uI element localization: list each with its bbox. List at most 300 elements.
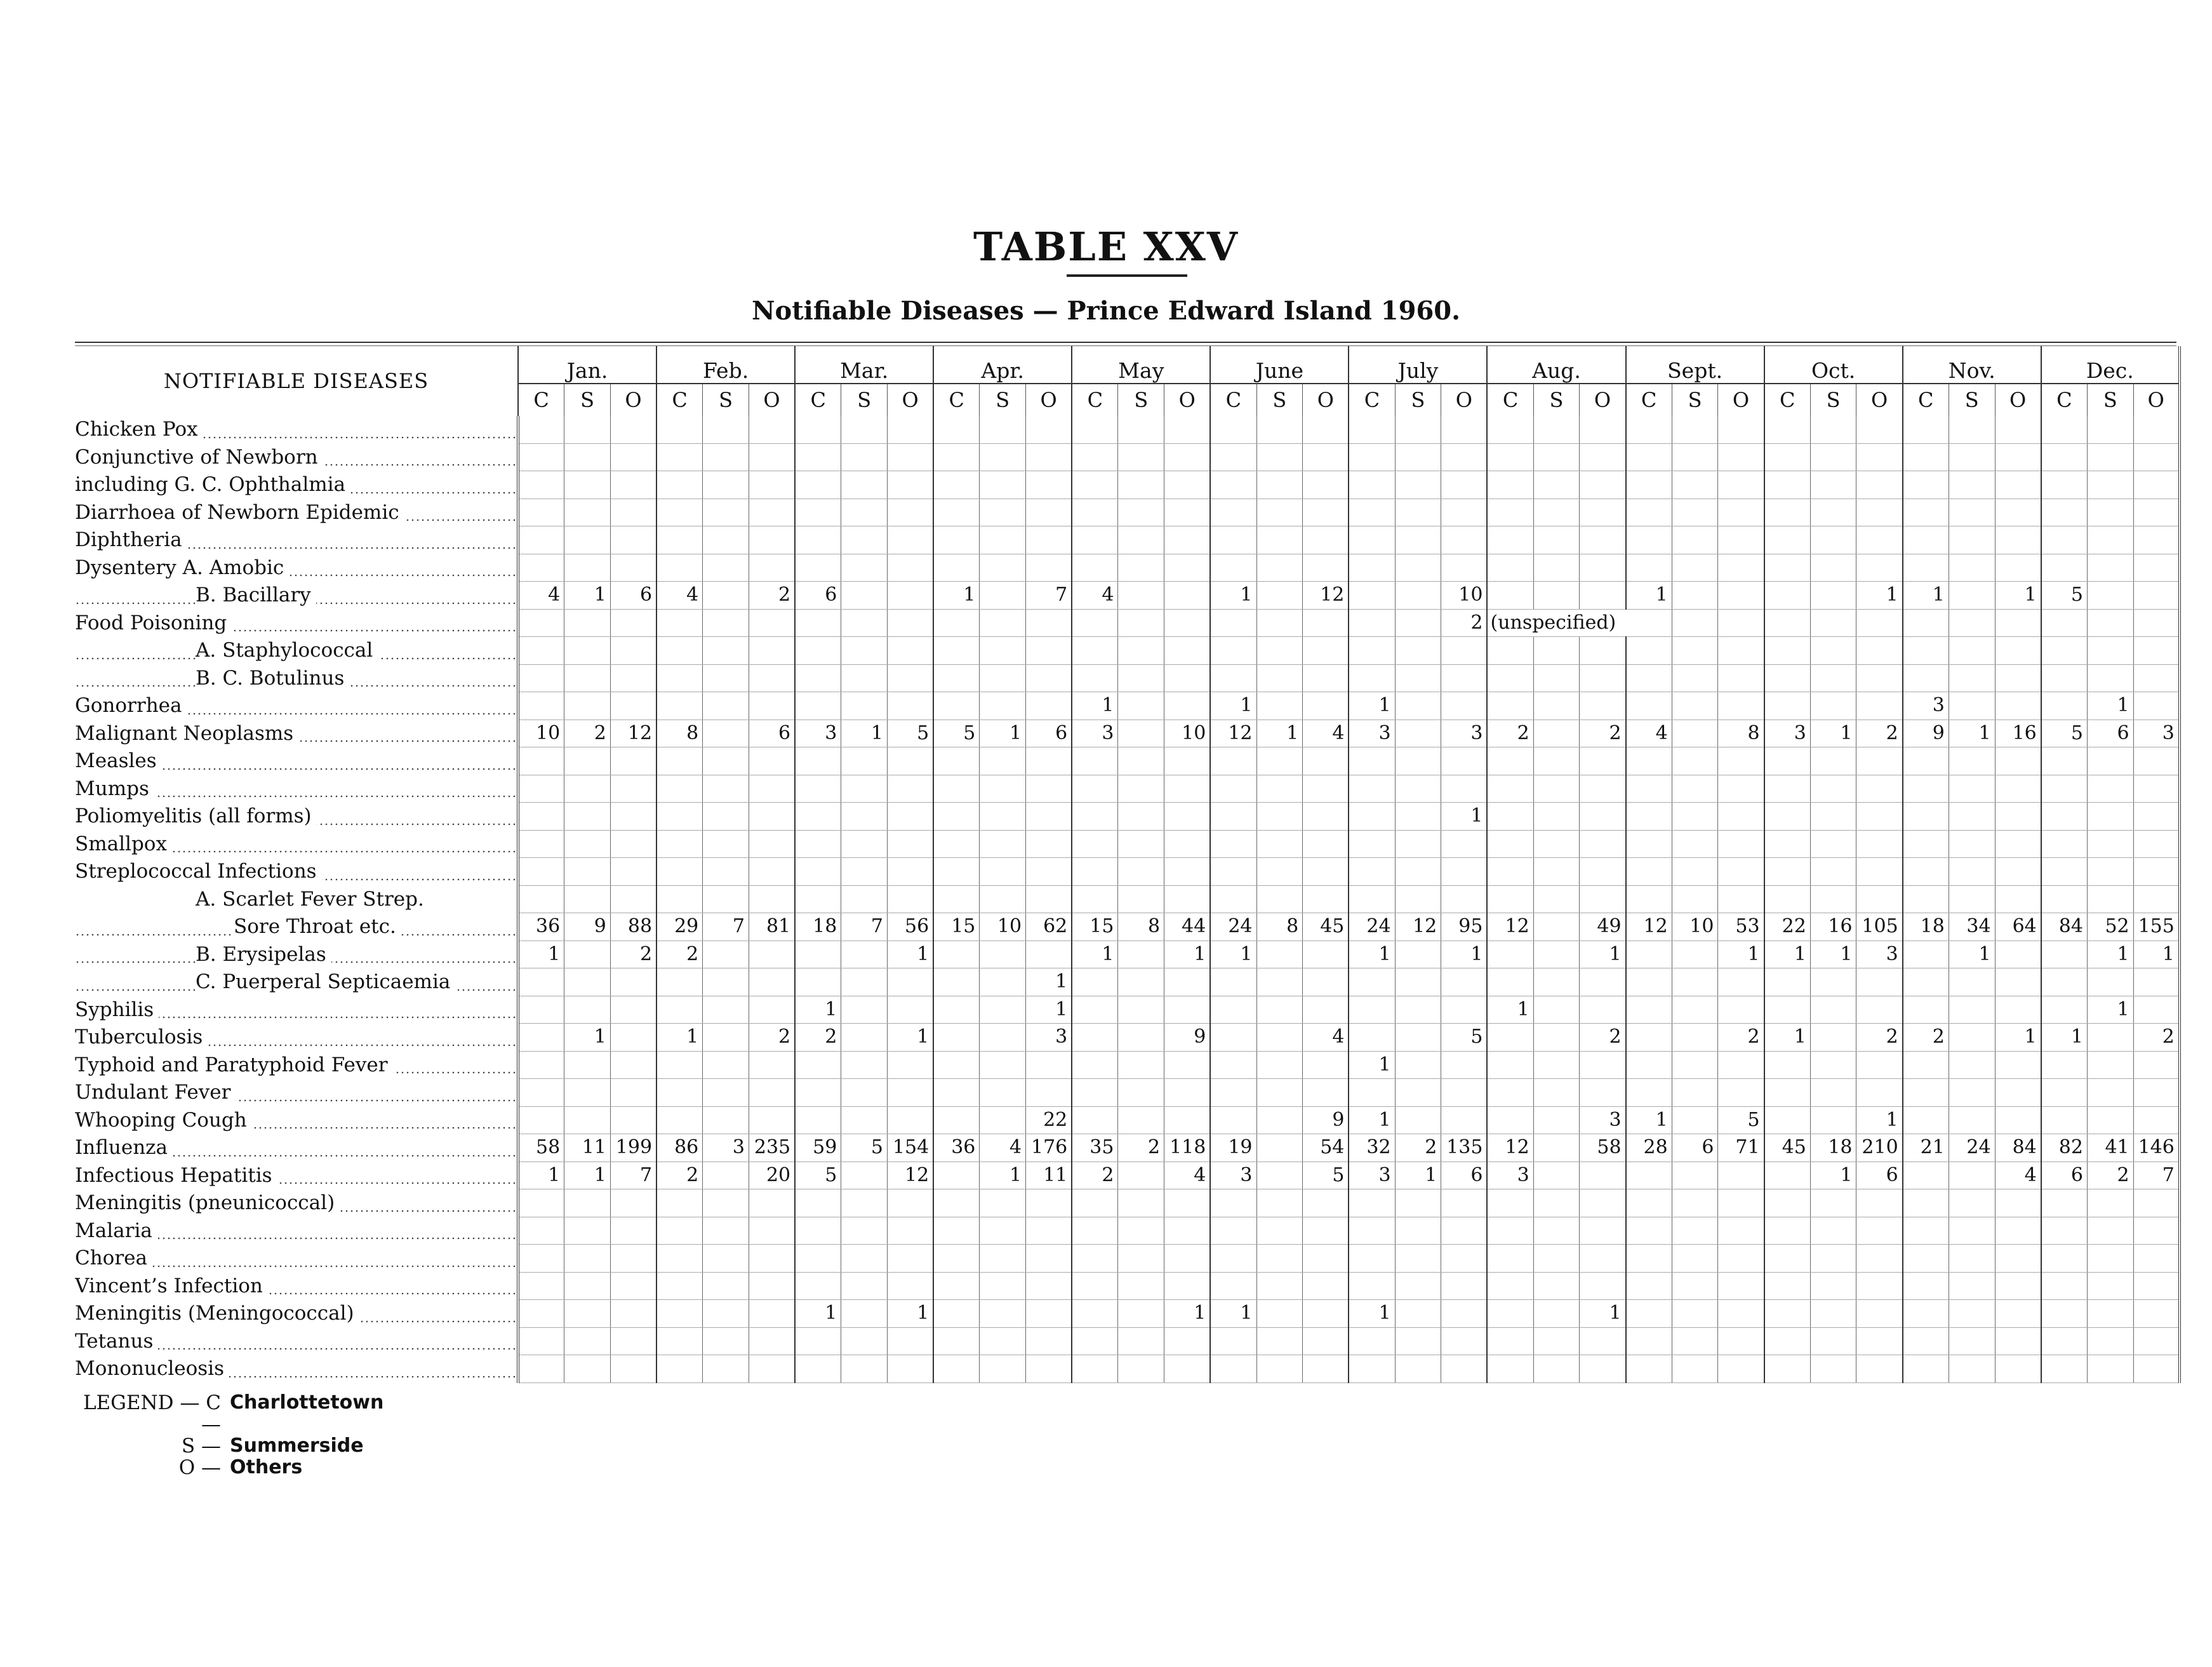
count-cell — [1995, 747, 2041, 775]
disease-label: C. Puerperal Septicaemia — [196, 970, 455, 993]
count-cell — [1487, 637, 1533, 665]
count-cell — [795, 830, 841, 858]
disease-label: Dysentery A. Amobic — [75, 556, 289, 579]
table-row — [75, 1272, 2180, 1300]
count-cell — [564, 858, 611, 886]
count-cell — [795, 1106, 841, 1134]
count-cell — [1395, 582, 1441, 610]
count-cell — [1718, 1079, 1764, 1107]
count-cell — [518, 1245, 564, 1273]
count-cell: 34 — [1949, 913, 1995, 941]
count-cell — [1072, 1245, 1118, 1273]
count-cell — [2041, 1217, 2088, 1245]
count-cell — [1672, 996, 1718, 1024]
count-cell: 18 — [1903, 913, 1949, 941]
count-cell — [1764, 1051, 1811, 1079]
count-cell — [1580, 885, 1626, 913]
disease-label-cell — [75, 941, 518, 968]
count-cell: 1 — [841, 720, 888, 747]
count-cell: 5 — [1718, 1106, 1764, 1134]
count-cell — [1118, 1162, 1164, 1189]
count-cell: 3 — [795, 720, 841, 747]
count-cell — [1256, 1134, 1303, 1162]
count-cell — [1072, 858, 1118, 886]
count-cell — [2041, 1051, 2088, 1079]
count-cell — [656, 1300, 703, 1328]
count-cell — [1672, 1189, 1718, 1217]
count-cell — [1118, 1355, 1164, 1383]
disease-label-cell — [75, 471, 518, 499]
count-cell — [1626, 968, 1672, 996]
count-cell — [1395, 996, 1441, 1024]
disease-label-cell — [75, 664, 518, 692]
disease-label: B. Bacillary — [196, 584, 316, 606]
count-cell — [1303, 664, 1349, 692]
count-cell: 1 — [888, 1300, 934, 1328]
count-cell — [1487, 526, 1533, 554]
legend — [75, 1392, 383, 1478]
count-cell — [1441, 885, 1488, 913]
count-cell — [1856, 499, 1903, 526]
sub-header: S — [1395, 384, 1441, 416]
count-cell — [980, 996, 1026, 1024]
table-row — [75, 1162, 2180, 1189]
count-cell — [841, 471, 888, 499]
count-cell — [980, 858, 1026, 886]
count-cell: 1 — [1210, 582, 1256, 610]
count-cell — [749, 637, 795, 665]
count-cell — [749, 1272, 795, 1300]
count-cell — [1580, 582, 1626, 610]
count-cell — [1672, 1327, 1718, 1355]
count-cell — [1533, 1300, 1580, 1328]
count-cell — [841, 747, 888, 775]
count-cell — [1256, 554, 1303, 582]
count-cell: 2 — [749, 1024, 795, 1052]
count-cell — [1487, 554, 1533, 582]
count-cell — [888, 1189, 934, 1217]
sub-header: O — [1995, 384, 2041, 416]
count-cell — [1303, 803, 1349, 831]
count-cell — [1949, 1106, 1995, 1134]
count-cell — [933, 1189, 980, 1217]
count-cell — [1072, 996, 1118, 1024]
count-cell — [656, 1355, 703, 1383]
count-cell — [1349, 471, 1395, 499]
count-cell — [2087, 1189, 2133, 1217]
legend-key-wrap: S — — [181, 1435, 221, 1457]
count-cell — [1164, 1051, 1211, 1079]
count-cell — [1949, 692, 1995, 720]
count-cell — [1626, 1217, 1672, 1245]
count-cell — [1764, 1272, 1811, 1300]
count-cell — [1626, 637, 1672, 665]
count-cell — [1118, 582, 1164, 610]
count-cell — [1256, 1245, 1303, 1273]
count-cell — [703, 443, 749, 471]
count-cell — [1764, 582, 1811, 610]
count-cell — [933, 1024, 980, 1052]
count-cell — [1949, 664, 1995, 692]
count-cell — [1718, 416, 1764, 443]
count-cell — [1118, 443, 1164, 471]
count-cell — [1210, 803, 1256, 831]
count-cell — [564, 968, 611, 996]
count-cell — [2087, 775, 2133, 803]
count-cell — [749, 664, 795, 692]
count-cell: 10 — [518, 720, 564, 747]
count-cell — [980, 1189, 1026, 1217]
count-cell — [1256, 775, 1303, 803]
disease-label: B. Erysipelas — [196, 943, 331, 966]
count-cell — [2041, 609, 2088, 637]
count-cell — [2041, 1245, 2088, 1273]
count-cell — [1995, 499, 2041, 526]
count-cell — [1164, 1327, 1211, 1355]
count-cell — [888, 1272, 934, 1300]
count-cell: 2 — [1856, 1024, 1903, 1052]
count-cell — [1256, 526, 1303, 554]
count-cell — [2041, 996, 2088, 1024]
sub-header: C — [1903, 384, 1949, 416]
count-cell: 6 — [795, 582, 841, 610]
count-cell — [1026, 1079, 1072, 1107]
count-cell — [1349, 1079, 1395, 1107]
count-cell — [749, 747, 795, 775]
count-cell — [1533, 1189, 1580, 1217]
count-cell — [888, 554, 934, 582]
count-cell: 6 — [1672, 1134, 1718, 1162]
disease-label: Infectious Hepatitis — [75, 1164, 277, 1187]
count-cell — [933, 996, 980, 1024]
count-cell: 11 — [564, 1134, 611, 1162]
disease-label-cell — [75, 858, 518, 886]
count-cell — [1349, 554, 1395, 582]
count-cell — [1810, 1189, 1856, 1217]
count-cell — [1626, 1079, 1672, 1107]
count-cell — [1072, 416, 1118, 443]
count-cell: 5 — [2041, 582, 2088, 610]
month-header: Oct. — [1764, 346, 1903, 384]
count-cell — [1118, 1272, 1164, 1300]
count-cell — [1441, 1051, 1488, 1079]
count-cell: 3 — [1026, 1024, 1072, 1052]
disease-label: A. Scarlet Fever Strep. — [196, 888, 429, 911]
count-cell — [1303, 443, 1349, 471]
count-cell: 1 — [1349, 692, 1395, 720]
count-cell — [2041, 416, 2088, 443]
count-cell — [795, 1245, 841, 1273]
disease-label: Tetanus — [75, 1330, 158, 1353]
count-cell — [610, 858, 656, 886]
count-cell — [2041, 664, 2088, 692]
count-cell — [1164, 968, 1211, 996]
count-cell — [1903, 1051, 1949, 1079]
disease-label-cell — [75, 637, 518, 665]
count-cell — [841, 803, 888, 831]
count-cell — [703, 996, 749, 1024]
count-cell — [1856, 1079, 1903, 1107]
count-cell — [841, 1217, 888, 1245]
table-row — [75, 499, 2180, 526]
count-cell — [2087, 554, 2133, 582]
count-cell: 2 — [564, 720, 611, 747]
sub-header: C — [2041, 384, 2088, 416]
count-cell — [980, 1272, 1026, 1300]
count-cell: 1 — [1580, 1300, 1626, 1328]
count-cell — [656, 885, 703, 913]
count-cell — [1533, 775, 1580, 803]
count-cell — [841, 692, 888, 720]
count-cell: 58 — [518, 1134, 564, 1162]
count-cell — [518, 1051, 564, 1079]
count-cell — [980, 1079, 1026, 1107]
legend-row — [75, 1392, 383, 1435]
count-cell — [980, 1024, 1026, 1052]
count-cell — [1026, 803, 1072, 831]
count-cell: 1 — [888, 1024, 934, 1052]
count-cell — [518, 1079, 564, 1107]
count-cell: 10 — [1441, 582, 1488, 610]
count-cell — [1995, 1217, 2041, 1245]
count-cell — [1810, 471, 1856, 499]
count-cell — [1395, 692, 1441, 720]
count-cell — [2041, 1079, 2088, 1107]
count-cell — [1995, 637, 2041, 665]
count-cell — [1072, 1300, 1118, 1328]
count-cell — [1349, 1189, 1395, 1217]
count-cell — [1533, 664, 1580, 692]
count-cell — [1580, 1245, 1626, 1273]
count-cell — [1164, 471, 1211, 499]
count-cell — [656, 803, 703, 831]
count-cell — [1995, 692, 2041, 720]
count-cell — [1164, 582, 1211, 610]
sub-header: O — [749, 384, 795, 416]
legend-key: C — [206, 1391, 221, 1414]
count-cell — [1718, 471, 1764, 499]
count-cell — [1626, 941, 1672, 968]
count-cell — [1856, 1217, 1903, 1245]
count-cell: 1 — [564, 1162, 611, 1189]
table-row — [75, 1355, 2180, 1383]
count-cell — [1580, 1189, 1626, 1217]
count-cell — [1764, 747, 1811, 775]
count-cell — [795, 637, 841, 665]
count-cell — [1441, 416, 1488, 443]
page-title: TABLE XXV — [973, 224, 1239, 270]
table-row — [75, 803, 2180, 831]
count-cell — [1164, 747, 1211, 775]
count-cell — [1810, 526, 1856, 554]
count-cell: 1 — [564, 1024, 611, 1052]
count-cell — [1718, 858, 1764, 886]
count-cell — [1580, 1272, 1626, 1300]
count-cell — [1949, 499, 1995, 526]
count-cell — [1903, 1300, 1949, 1328]
count-cell — [1626, 416, 1672, 443]
count-cell — [749, 1245, 795, 1273]
count-cell — [933, 443, 980, 471]
count-cell — [1949, 1189, 1995, 1217]
count-cell — [841, 416, 888, 443]
count-cell — [703, 526, 749, 554]
count-cell: 52 — [2087, 913, 2133, 941]
count-cell: 22 — [1764, 913, 1811, 941]
count-cell — [1995, 858, 2041, 886]
count-cell — [610, 1355, 656, 1383]
count-cell — [1118, 1300, 1164, 1328]
count-cell — [2041, 1355, 2088, 1383]
count-cell — [1626, 526, 1672, 554]
count-cell — [841, 1162, 888, 1189]
count-cell — [795, 443, 841, 471]
count-cell — [610, 1217, 656, 1245]
count-cell — [1210, 1024, 1256, 1052]
count-cell — [1764, 858, 1811, 886]
count-cell — [1118, 941, 1164, 968]
count-cell — [1903, 803, 1949, 831]
count-cell: 24 — [1210, 913, 1256, 941]
count-cell — [1533, 803, 1580, 831]
count-cell — [1903, 996, 1949, 1024]
count-cell — [1580, 1327, 1626, 1355]
count-cell — [749, 1189, 795, 1217]
count-cell — [564, 1217, 611, 1245]
count-cell — [749, 692, 795, 720]
count-cell — [980, 582, 1026, 610]
count-cell — [1303, 526, 1349, 554]
count-cell — [980, 1355, 1026, 1383]
count-cell — [518, 471, 564, 499]
count-cell — [1210, 1217, 1256, 1245]
count-cell — [1256, 1079, 1303, 1107]
count-cell — [1118, 720, 1164, 747]
count-cell — [2133, 1051, 2180, 1079]
count-cell — [1856, 637, 1903, 665]
sub-header: O — [2133, 384, 2180, 416]
count-cell: 1 — [1026, 968, 1072, 996]
count-cell — [656, 526, 703, 554]
count-cell — [888, 1106, 934, 1134]
count-cell — [703, 720, 749, 747]
count-cell — [1903, 885, 1949, 913]
count-cell — [518, 775, 564, 803]
count-cell — [2041, 443, 2088, 471]
sub-header: C — [933, 384, 980, 416]
count-cell — [1672, 554, 1718, 582]
count-cell — [1256, 637, 1303, 665]
count-cell — [1395, 664, 1441, 692]
count-cell: 7 — [703, 913, 749, 941]
count-cell — [2087, 885, 2133, 913]
count-cell — [518, 1355, 564, 1383]
count-cell — [1949, 1355, 1995, 1383]
count-cell — [1210, 416, 1256, 443]
count-cell — [1949, 1245, 1995, 1273]
count-cell — [2087, 637, 2133, 665]
count-cell — [1533, 913, 1580, 941]
count-cell: 9 — [564, 913, 611, 941]
count-cell — [1395, 609, 1441, 637]
count-cell — [1487, 1327, 1533, 1355]
count-cell — [2133, 1355, 2180, 1383]
count-cell — [1210, 471, 1256, 499]
count-cell: 12 — [1210, 720, 1256, 747]
count-cell — [2087, 803, 2133, 831]
count-cell — [1949, 830, 1995, 858]
count-cell — [2087, 664, 2133, 692]
count-cell — [703, 1106, 749, 1134]
count-cell — [610, 885, 656, 913]
count-cell — [1303, 858, 1349, 886]
count-cell — [1718, 1189, 1764, 1217]
count-cell — [1949, 582, 1995, 610]
count-cell — [1441, 858, 1488, 886]
count-cell — [1303, 1355, 1349, 1383]
count-cell — [841, 499, 888, 526]
count-cell — [703, 1024, 749, 1052]
count-cell — [1995, 1189, 2041, 1217]
month-header: Apr. — [933, 346, 1072, 384]
count-cell: 2 — [1441, 609, 1488, 637]
count-cell — [703, 830, 749, 858]
count-cell — [1118, 1079, 1164, 1107]
count-cell — [749, 1217, 795, 1245]
count-cell — [610, 747, 656, 775]
count-cell — [703, 609, 749, 637]
count-cell — [1118, 1189, 1164, 1217]
count-cell — [564, 499, 611, 526]
count-cell — [1026, 692, 1072, 720]
count-cell — [1026, 830, 1072, 858]
count-cell — [1533, 443, 1580, 471]
count-cell — [1303, 1079, 1349, 1107]
count-cell — [933, 858, 980, 886]
disease-label-cell — [75, 1355, 518, 1383]
count-cell — [1395, 443, 1441, 471]
disease-label: Streplococcal Infections — [75, 860, 322, 883]
disease-label-cell — [75, 416, 518, 443]
count-cell — [1210, 996, 1256, 1024]
count-cell: 15 — [933, 913, 980, 941]
count-cell — [564, 1106, 611, 1134]
count-cell: 12 — [1487, 913, 1533, 941]
count-cell — [1026, 637, 1072, 665]
count-cell — [1995, 1327, 2041, 1355]
count-cell — [1349, 664, 1395, 692]
disease-label-cell — [75, 1051, 518, 1079]
count-cell — [1672, 1079, 1718, 1107]
count-cell — [1487, 443, 1533, 471]
count-cell — [980, 941, 1026, 968]
count-cell — [795, 1217, 841, 1245]
count-cell — [933, 941, 980, 968]
count-cell — [1626, 1300, 1672, 1328]
count-cell — [1626, 747, 1672, 775]
count-cell: 1 — [1764, 941, 1811, 968]
count-cell: 5 — [795, 1162, 841, 1189]
count-cell — [1026, 1051, 1072, 1079]
disease-label-cell — [75, 1024, 518, 1052]
count-cell — [518, 554, 564, 582]
count-cell — [564, 471, 611, 499]
count-cell — [2133, 968, 2180, 996]
count-cell — [1856, 996, 1903, 1024]
count-cell — [1764, 443, 1811, 471]
count-cell — [1672, 526, 1718, 554]
count-cell — [1395, 830, 1441, 858]
